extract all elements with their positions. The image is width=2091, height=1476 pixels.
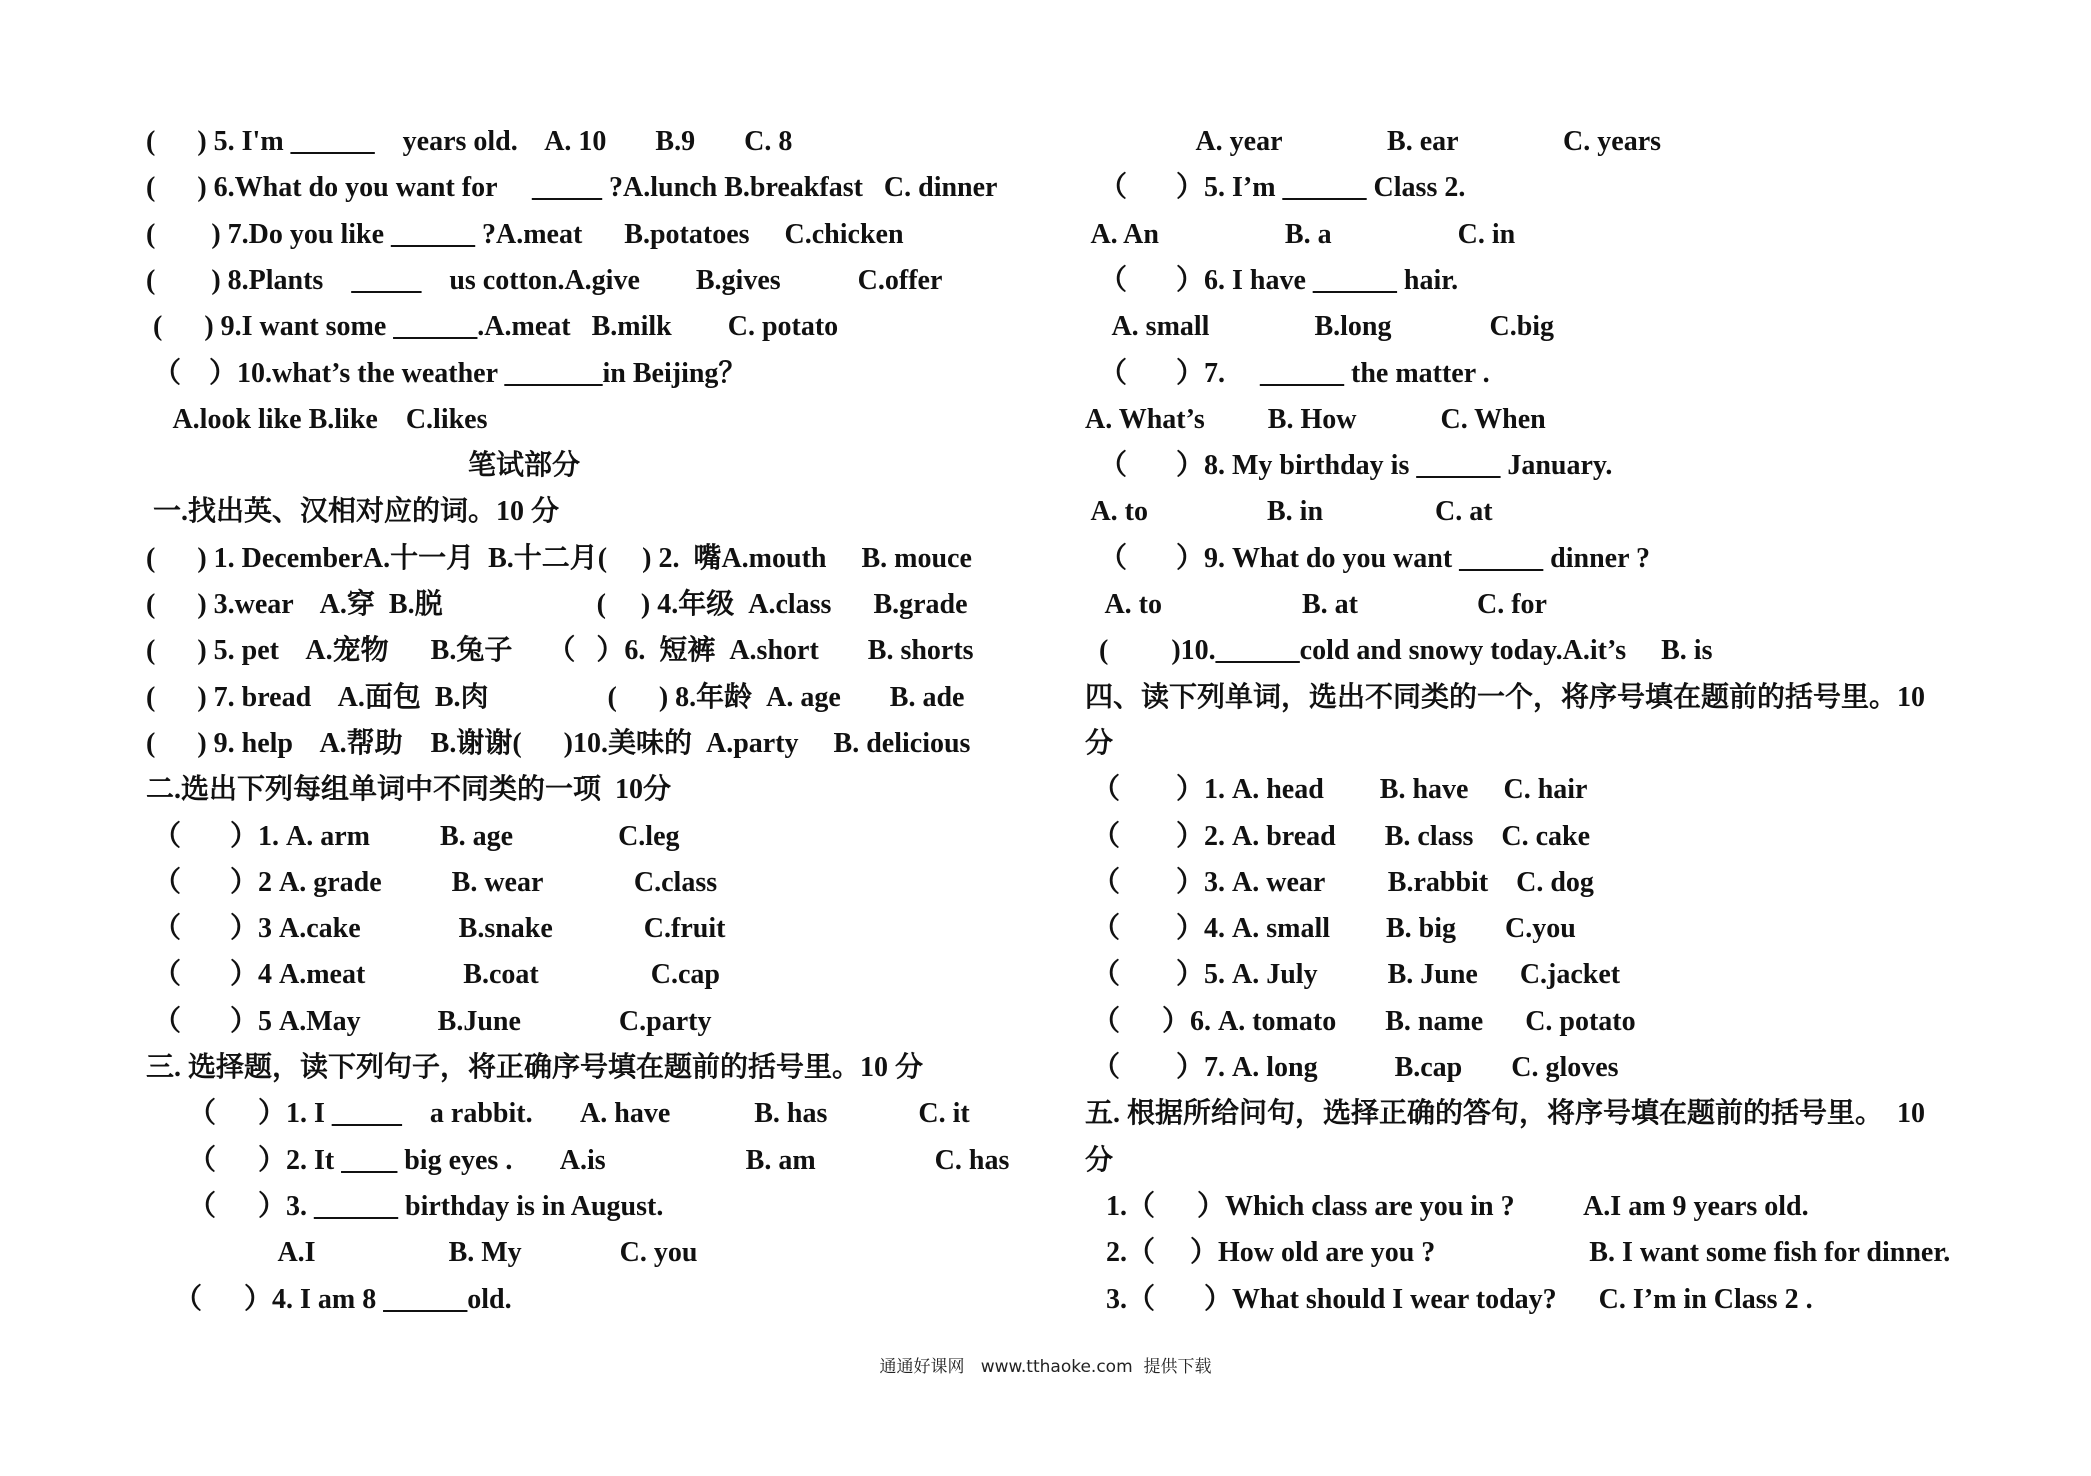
footer-watermark: 通通好课网 www.tthaoke.com 提供下载 (879, 1357, 1212, 1377)
left-column-line: ( ) 9. help A.帮助 B.谢谢( )10.美味的 A.party B. delicious (146, 727, 971, 759)
right-column-line: （ ）7. ______ the matter . (1085, 357, 1490, 389)
left-column-line: 笔试部分 (146, 450, 581, 482)
left-column-line: A.look like B.like C.likes (146, 403, 488, 435)
right-column-line: （ ）6. A. tomato B. name C. potato (1085, 1005, 1636, 1037)
left-column-line: （ ）4. I am 8 ______old. (146, 1283, 512, 1315)
left-column-line: （ ）10.what’s the weather _______in Beijing？ (146, 357, 747, 389)
right-column-line: 四、读下列单词，选出不同类的一个，将序号填在题前的括号里。10 (1085, 681, 1926, 713)
left-column-line: ( ) 8.Plants _____ us cotton.A.give B.gives C.offer (146, 264, 943, 296)
left-column-line: （ ）1. A. arm B. age C.leg (146, 820, 680, 852)
right-column-line: 分 (1085, 727, 1114, 759)
right-column-line: A. small B.long C.big (1085, 311, 1555, 343)
right-column-line: A. An B. a C. in (1085, 218, 1516, 250)
right-column-line: 1.（ ）Which class are you in ? A.I am 9 years old. (1085, 1190, 1809, 1222)
left-column-line: （ ）4 A.meat B.coat C.cap (146, 959, 720, 991)
right-column-line: （ ）8. My birthday is ______ January. (1085, 450, 1613, 482)
left-column-line: ( ) 1. DecemberA.十一月 B.十二月( ) 2. 嘴A.mouth B. mouce (146, 542, 972, 574)
right-column-line: 五. 根据所给问句，选择正确的答句，将序号填在题前的括号里。 10 (1085, 1098, 1926, 1130)
right-column-line: （ ）3. A. wear B.rabbit C. dog (1085, 866, 1594, 898)
left-column-line: ( ) 5. pet A.宠物 B.兔子 （ ）6. 短裤 A.short B. shorts (146, 635, 974, 667)
left-column-line: 一.找出英、汉相对应的词。10 分 (146, 496, 560, 528)
right-column-line: ( )10.______cold and snowy today.A.it’s B. is (1085, 635, 1713, 667)
right-column-line: 分 (1085, 1144, 1114, 1176)
right-column-line: （ ）4. A. small B. big C.you (1085, 913, 1576, 945)
right-column-line: A. to B. in C. at (1085, 496, 1493, 528)
right-column-line: A. to B. at C. for (1085, 589, 1547, 620)
left-column-line: （ ）3 A.cake B.snake C.fruit (146, 913, 726, 945)
left-column-line: 二.选出下列每组单词中不同类的一项 10分 (146, 774, 672, 806)
right-column-line: A. year B. ear C. years (1085, 126, 1662, 157)
left-column-line: ( ) 7. bread A.面包 B.肉 ( ) 8.年龄 A. age B. ade (146, 681, 965, 713)
left-column-line: （ ）2 A. grade B. wear C.class (146, 866, 718, 898)
left-column-line: ( ) 7.Do you like ______ ?A.meat B.potatoes C.chicken (146, 218, 904, 250)
left-column-line: ( ) 9.I want some ______.A.meat B.milk C. potato (146, 311, 839, 343)
left-column-line: 三. 选择题，读下列句子，将正确序号填在题前的括号里。10 分 (146, 1052, 924, 1083)
right-column-line: （ ）6. I have ______ hair. (1085, 264, 1459, 296)
left-column-line: （ ）3. ______ birthday is in August. (146, 1190, 664, 1222)
right-column-line: 3.（ ）What should I wear today? C. I’m in Class 2 . (1085, 1283, 1813, 1315)
right-column-line: （ ）2. A. bread B. class C. cake (1085, 820, 1591, 852)
right-column-line: （ ）5. A. July B. June C.jacket (1085, 959, 1621, 991)
left-column-line: （ ）5 A.May B.June C.party (146, 1005, 712, 1037)
right-column-line: （ ）1. A. head B. have C. hair (1085, 774, 1588, 806)
left-column-line: ( ) 3.wear A.穿 B.脱 ( ) 4.年级 A.class B.grade (146, 589, 968, 620)
right-column-line: （ ）5. I’m ______ Class 2. (1085, 172, 1466, 204)
right-column-line: （ ）7. A. long B.cap C. gloves (1085, 1052, 1619, 1083)
left-column-line: A.I B. My C. you (146, 1237, 698, 1269)
right-column-line: 2.（ ）How old are you ? B. I want some fish for dinner. (1085, 1237, 1951, 1269)
left-column-line: ( ) 6.What do you want for _____ ?A.lunch B.breakfast C. dinner (146, 172, 998, 204)
right-column-line: A. What’s B. How C. When (1085, 403, 1546, 435)
left-column-line: （ ）1. I _____ a rabbit. A. have B. has C. it (146, 1098, 970, 1130)
right-column-line: （ ）9. What do you want ______ dinner ? (1085, 542, 1651, 574)
left-column-line: （ ）2. It ____ big eyes . A.is B. am C. has (146, 1144, 1010, 1176)
left-column-line: ( ) 5. I'm ______ years old. A. 10 B.9 C. 8 (146, 126, 793, 157)
